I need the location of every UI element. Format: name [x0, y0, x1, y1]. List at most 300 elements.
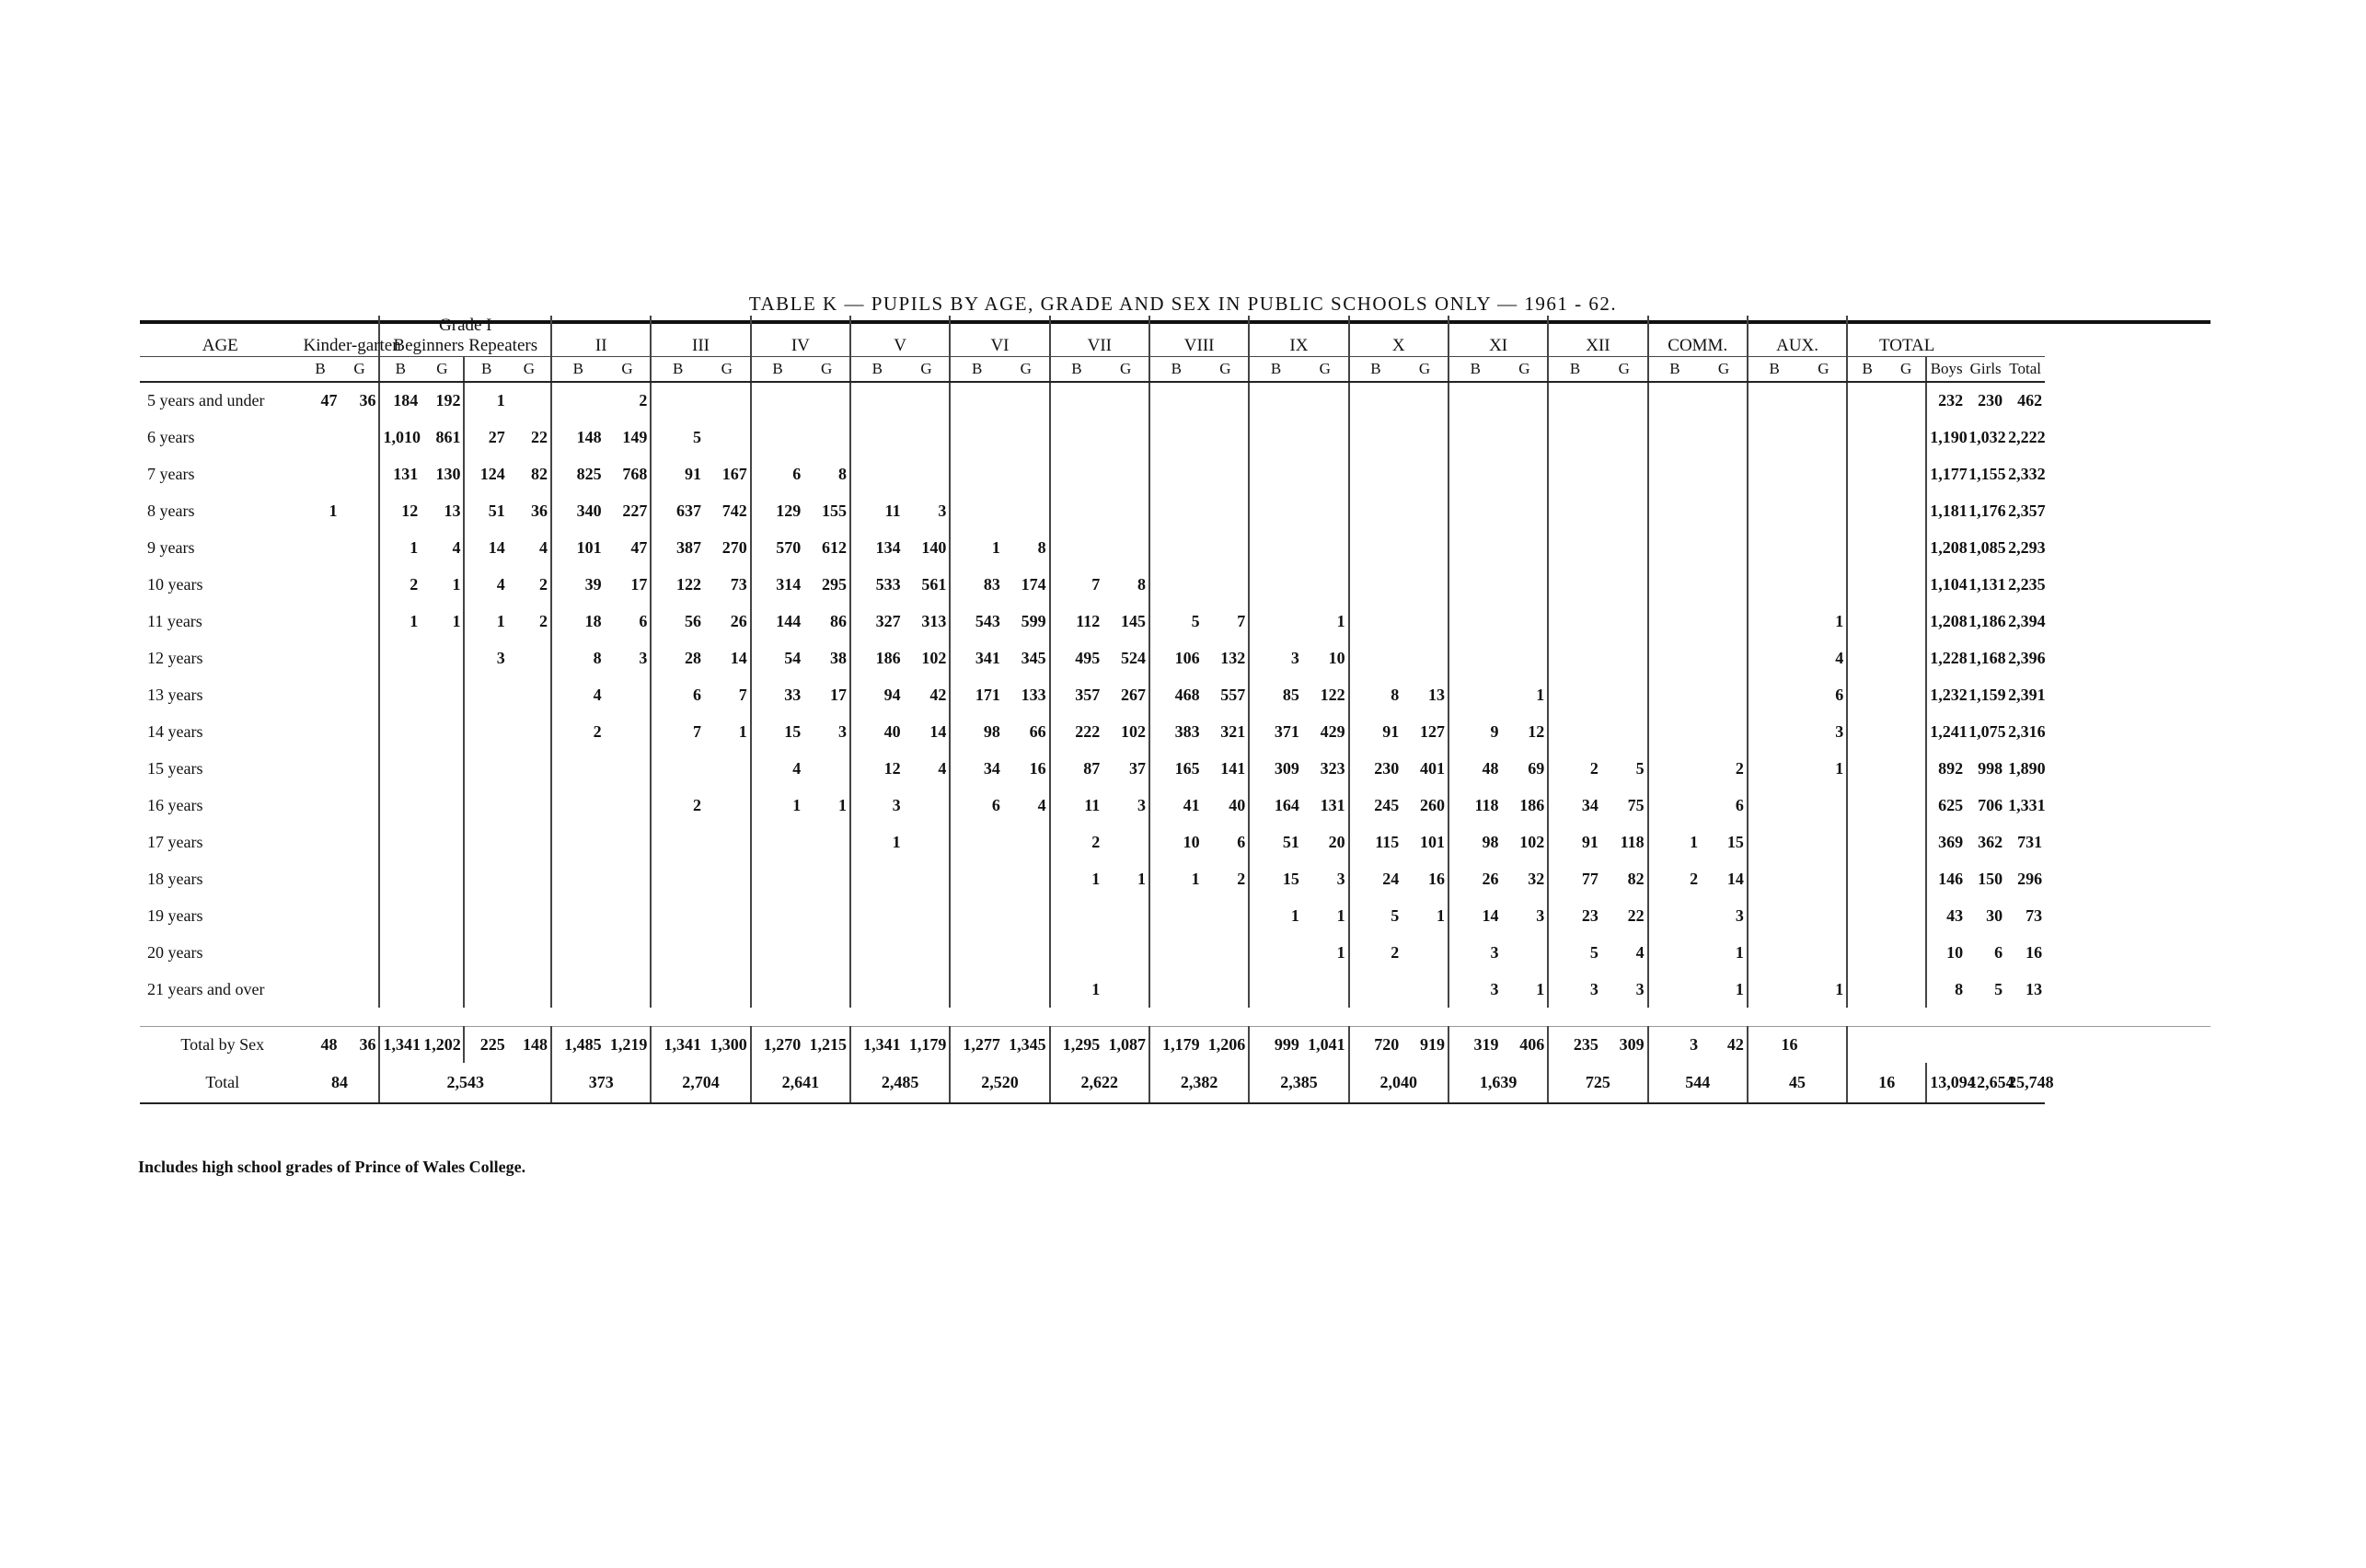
- table-cell: 77: [1581, 869, 1598, 888]
- table-cell: 1: [1302, 934, 1349, 971]
- table-cell: 3: [1302, 860, 1349, 897]
- table-cell: 33: [784, 685, 802, 704]
- table-cell: [1847, 455, 1887, 492]
- table-cell: 12: [401, 501, 419, 520]
- table-cell: [1448, 419, 1502, 455]
- table-cell: 101: [576, 537, 602, 557]
- total-by-sex-cell: 1,345: [1003, 1026, 1050, 1063]
- table-cell: 1: [410, 611, 419, 630]
- table-cell: 5: [1589, 942, 1598, 962]
- table-cell: 13: [2026, 979, 2043, 998]
- total-by-sex-cell: 1,215: [803, 1026, 850, 1063]
- age-label: 11 years: [147, 611, 202, 630]
- table-cell: [1887, 566, 1926, 603]
- table-cell: [301, 824, 340, 860]
- grade-header: X: [1349, 316, 1448, 357]
- table-cell: [1648, 787, 1702, 824]
- total-cell: 725: [1548, 1063, 1647, 1103]
- table-cell: [1502, 566, 1549, 603]
- table-cell: [1748, 787, 1801, 824]
- table-cell: [1003, 860, 1050, 897]
- table-cell: 115: [1375, 832, 1400, 851]
- table-cell: 543: [975, 611, 1000, 630]
- table-cell: [1648, 676, 1702, 713]
- table-cell: [950, 971, 1003, 1008]
- table-cell: [1601, 455, 1648, 492]
- table-cell: 1,159: [1968, 685, 2006, 704]
- table-cell: [301, 897, 340, 934]
- table-cell: [1701, 492, 1748, 529]
- table-cell: 86: [803, 603, 850, 640]
- table-cell: [1847, 419, 1887, 455]
- table-cell: [1748, 713, 1801, 750]
- table-cell: [1349, 566, 1402, 603]
- table-cell: 134: [875, 537, 901, 557]
- table-cell: 186: [1502, 787, 1549, 824]
- table-cell: 313: [904, 603, 951, 640]
- table-cell: 1: [329, 501, 338, 520]
- total-by-sex-cell: 1,341: [664, 1034, 701, 1054]
- table-cell: [379, 971, 421, 1008]
- table-cell: [301, 566, 340, 603]
- g-header: G: [1601, 357, 1648, 383]
- table-cell: [1648, 897, 1702, 934]
- table-cell: [301, 455, 340, 492]
- table-cell: [803, 934, 850, 971]
- table-cell: 85: [1282, 685, 1299, 704]
- table-cell: 998: [1978, 758, 2003, 778]
- table-cell: 8: [593, 648, 602, 667]
- table-cell: 165: [1174, 758, 1200, 778]
- table-row: [140, 529, 2210, 566]
- total-by-sex-cell: 16: [1781, 1034, 1798, 1054]
- g-header: G: [1701, 357, 1748, 383]
- total-cell: 2,385: [1249, 1063, 1348, 1103]
- table-cell: 341: [975, 648, 1000, 667]
- table-cell: [340, 713, 380, 750]
- table-cell: [704, 750, 751, 787]
- table-cell: [1887, 529, 1926, 566]
- table-cell: 2,396: [2008, 648, 2046, 667]
- grade-header: VII: [1050, 316, 1149, 357]
- table-cell: 706: [1978, 795, 2003, 814]
- table-cell: 1: [1502, 676, 1549, 713]
- table-cell: 122: [675, 574, 701, 594]
- table-cell: [1149, 419, 1203, 455]
- table-row: [140, 897, 2210, 934]
- table-cell: [1203, 566, 1250, 603]
- age-label: 9 years: [147, 537, 195, 557]
- table-cell: [1249, 382, 1302, 419]
- table-cell: [421, 971, 464, 1008]
- total-by-sex-cell: 1,485: [564, 1034, 602, 1054]
- b-header: B: [1748, 357, 1801, 383]
- table-cell: [1448, 529, 1502, 566]
- g-header: G: [1003, 357, 1050, 383]
- b-header: B: [651, 357, 704, 383]
- table-cell: [904, 382, 951, 419]
- table-cell: 1,186: [1968, 611, 2006, 630]
- table-cell: [1800, 566, 1847, 603]
- table-cell: [1648, 419, 1702, 455]
- table-cell: [1887, 750, 1926, 787]
- table-cell: 230: [1978, 391, 2003, 409]
- table-cell: 48: [1482, 758, 1499, 778]
- total-label: Total: [140, 1063, 301, 1103]
- table-cell: [1748, 676, 1801, 713]
- table-cell: [1648, 640, 1702, 676]
- table-cell: 26: [1482, 869, 1499, 888]
- table-cell: [340, 824, 380, 860]
- table-cell: 4: [904, 750, 951, 787]
- table-cell: [904, 860, 951, 897]
- table-cell: [1601, 713, 1648, 750]
- table-cell: [1249, 566, 1302, 603]
- table-cell: [651, 934, 704, 971]
- table-cell: [850, 419, 904, 455]
- table-cell: [301, 640, 340, 676]
- table-cell: [379, 713, 421, 750]
- table-cell: 82: [508, 455, 551, 492]
- table-cell: 731: [2017, 832, 2043, 851]
- table-cell: 4: [1601, 934, 1648, 971]
- table-cell: [1701, 713, 1748, 750]
- table-cell: [1748, 640, 1801, 676]
- table-cell: [421, 640, 464, 676]
- table-cell: 323: [1302, 750, 1349, 787]
- table-cell: 1: [1290, 905, 1299, 925]
- table-cell: [1847, 787, 1887, 824]
- table-cell: 98: [1482, 832, 1499, 851]
- table-cell: 39: [584, 574, 602, 594]
- table-cell: [1648, 492, 1702, 529]
- table-cell: 1,241: [1930, 721, 1968, 741]
- table-cell: [803, 750, 850, 787]
- total-by-sex-label: Total by Sex: [180, 1034, 265, 1054]
- table-row: [140, 860, 2210, 897]
- total-cell: 2,382: [1149, 1063, 1249, 1103]
- table-cell: [1748, 860, 1801, 897]
- table-cell: [1402, 455, 1448, 492]
- b-header: B: [1548, 357, 1601, 383]
- table-cell: 131: [393, 464, 419, 483]
- age-label: 5 years and under: [147, 391, 265, 409]
- total-cell: 13,094: [1926, 1063, 1966, 1103]
- table-cell: [1648, 713, 1702, 750]
- table-cell: [508, 860, 551, 897]
- table-cell: 16: [1402, 860, 1448, 897]
- table-cell: 1: [892, 832, 901, 851]
- table-cell: [605, 676, 652, 713]
- table-cell: [1800, 897, 1847, 934]
- table-cell: [1800, 529, 1847, 566]
- total-by-sex-cell: 1,202: [421, 1026, 464, 1063]
- age-label: 12 years: [147, 648, 203, 667]
- table-cell: 533: [875, 574, 901, 594]
- table-cell: 2: [593, 721, 602, 741]
- table-cell: 1: [1800, 971, 1847, 1008]
- table-cell: 91: [1382, 721, 1400, 741]
- table-cell: 1,208: [1930, 611, 1968, 630]
- table-cell: [1601, 419, 1648, 455]
- group-header-row: [140, 316, 2210, 357]
- table-cell: [1502, 934, 1549, 971]
- table-cell: [704, 787, 751, 824]
- table-cell: 4: [421, 529, 464, 566]
- table-cell: 130: [421, 455, 464, 492]
- table-cell: [1847, 934, 1887, 971]
- table-cell: [421, 934, 464, 971]
- table-cell: [340, 529, 380, 566]
- total-cell: 12,654: [1966, 1063, 2005, 1103]
- table-cell: [850, 382, 904, 419]
- b-header: B: [1448, 357, 1502, 383]
- table-cell: [464, 787, 507, 824]
- table-cell: [950, 860, 1003, 897]
- table-cell: [1102, 492, 1149, 529]
- table-cell: 112: [1076, 611, 1101, 630]
- age-label: 17 years: [147, 832, 203, 851]
- table-cell: [1349, 419, 1402, 455]
- table-cell: 7: [692, 721, 701, 741]
- table-cell: 3: [1490, 942, 1499, 962]
- table-cell: [1648, 971, 1702, 1008]
- table-cell: 2: [1391, 942, 1400, 962]
- table-cell: [803, 860, 850, 897]
- table-cell: 1: [496, 611, 505, 630]
- table-cell: [1748, 603, 1801, 640]
- table-cell: [1748, 897, 1801, 934]
- table-cell: 267: [1102, 676, 1149, 713]
- table-cell: [1748, 934, 1801, 971]
- table-cell: [464, 713, 507, 750]
- b-header: B: [301, 357, 340, 383]
- table-cell: 1: [1091, 869, 1101, 888]
- table-cell: [1102, 971, 1149, 1008]
- table-cell: [1748, 382, 1801, 419]
- sex-header-row: [140, 357, 2210, 383]
- table-cell: [1847, 860, 1887, 897]
- table-cell: 3: [1290, 648, 1299, 667]
- table-cell: [751, 382, 804, 419]
- table-cell: [1502, 603, 1549, 640]
- age-label: 8 years: [147, 501, 195, 520]
- grade-header: VI: [950, 316, 1049, 357]
- table-cell: 892: [1938, 758, 1964, 778]
- table-cell: [1149, 382, 1203, 419]
- table-row: [140, 603, 2210, 640]
- grade1-header: [379, 316, 551, 357]
- total-cell: 84: [301, 1063, 380, 1103]
- b-header: B: [1249, 357, 1302, 383]
- table-cell: 1,032: [1968, 427, 2006, 446]
- table-cell: 8: [1955, 979, 1964, 998]
- table-cell: [1701, 566, 1748, 603]
- table-cell: [904, 787, 951, 824]
- table-cell: [1502, 492, 1549, 529]
- table-cell: [803, 971, 850, 1008]
- table-cell: [651, 897, 704, 934]
- age-label: 7 years: [147, 464, 195, 483]
- table-cell: [508, 787, 551, 824]
- table-cell: [379, 897, 421, 934]
- table-cell: [1102, 455, 1149, 492]
- table-cell: 1,331: [2008, 795, 2046, 814]
- table-cell: [1847, 382, 1887, 419]
- table-cell: [340, 640, 380, 676]
- table-cell: [1701, 640, 1748, 676]
- total-by-sex-cell: 225: [479, 1034, 505, 1054]
- table-cell: [1349, 971, 1402, 1008]
- table-cell: 2,222: [2008, 427, 2046, 446]
- table-cell: [551, 787, 605, 824]
- total-cell: 2,040: [1349, 1063, 1448, 1103]
- table-cell: [301, 750, 340, 787]
- age-label: 14 years: [147, 721, 203, 741]
- table-cell: 387: [675, 537, 701, 557]
- table-cell: 8: [803, 455, 850, 492]
- table-cell: 16: [2026, 942, 2043, 962]
- table-cell: 1,228: [1930, 648, 1968, 667]
- table-cell: [301, 860, 340, 897]
- table-cell: 1,131: [1968, 574, 2006, 594]
- total-cell: 25,748: [2005, 1063, 2045, 1103]
- table-cell: [1502, 640, 1549, 676]
- table-cell: [904, 455, 951, 492]
- table-cell: 4: [508, 529, 551, 566]
- table-row: [140, 455, 2210, 492]
- grade-header: XII: [1548, 316, 1647, 357]
- table-cell: 14: [904, 713, 951, 750]
- table-cell: 557: [1203, 676, 1250, 713]
- table-cell: [1601, 492, 1648, 529]
- table-cell: 1: [421, 603, 464, 640]
- table-cell: 3: [1800, 713, 1847, 750]
- table-cell: [751, 934, 804, 971]
- table-cell: [464, 971, 507, 1008]
- table-cell: 132: [1203, 640, 1250, 676]
- table-cell: 127: [1402, 713, 1448, 750]
- table-cell: [1102, 382, 1149, 419]
- table-cell: 40: [883, 721, 901, 741]
- table-cell: [1149, 566, 1203, 603]
- b-header: B: [379, 357, 421, 383]
- grade-header: V: [850, 316, 950, 357]
- table-cell: 495: [1075, 648, 1101, 667]
- total-cell: 2,704: [651, 1063, 750, 1103]
- table-cell: 122: [1302, 676, 1349, 713]
- table-cell: [605, 787, 652, 824]
- table-cell: [704, 824, 751, 860]
- total-by-sex-cell: 919: [1402, 1026, 1448, 1063]
- table-cell: 625: [1938, 795, 1964, 814]
- table-cell: 6: [605, 603, 652, 640]
- g-header: G: [1800, 357, 1847, 383]
- table-cell: [1887, 713, 1926, 750]
- table-cell: 54: [784, 648, 802, 667]
- g-header: G: [605, 357, 652, 383]
- table-row: [140, 640, 2210, 676]
- table-cell: [605, 897, 652, 934]
- table-cell: [950, 492, 1003, 529]
- g-header: G: [508, 357, 551, 383]
- table-cell: [1701, 603, 1748, 640]
- table-cell: 14: [1482, 905, 1499, 925]
- table-cell: 1: [496, 391, 505, 409]
- total-by-sex-cell: 1,341: [383, 1034, 421, 1054]
- table-cell: 133: [1003, 676, 1050, 713]
- g-header: G: [1887, 357, 1926, 383]
- table-cell: [1402, 492, 1448, 529]
- total-by-sex-cell: 1,341: [863, 1034, 901, 1054]
- table-cell: 1: [1502, 971, 1549, 1008]
- table-cell: [1050, 382, 1103, 419]
- table-cell: [301, 419, 340, 455]
- table-cell: 3: [904, 492, 951, 529]
- table-cell: [1003, 934, 1050, 971]
- table-cell: 15: [784, 721, 802, 741]
- boys-header: Boys: [1926, 357, 1966, 383]
- age-label: 6 years: [147, 427, 195, 446]
- table-cell: [1102, 897, 1149, 934]
- table-cell: [421, 750, 464, 787]
- table-cell: [1701, 419, 1748, 455]
- age-label: 19 years: [147, 905, 203, 925]
- table-cell: 13: [1402, 676, 1448, 713]
- table-cell: [1302, 529, 1349, 566]
- table-cell: 768: [605, 455, 652, 492]
- table-cell: [1149, 934, 1203, 971]
- table-cell: [508, 640, 551, 676]
- table-cell: [1887, 382, 1926, 419]
- age-label: 15 years: [147, 758, 203, 778]
- table-cell: [379, 676, 421, 713]
- table-cell: [1402, 640, 1448, 676]
- table-cell: 47: [320, 391, 338, 409]
- girls-header: Girls: [1966, 357, 2005, 383]
- total-by-sex-cell: 1,270: [763, 1034, 802, 1054]
- table-cell: [1648, 455, 1702, 492]
- table-cell: [1203, 382, 1250, 419]
- table-cell: [340, 787, 380, 824]
- age-label: 18 years: [147, 869, 203, 888]
- table-cell: [1748, 529, 1801, 566]
- table-cell: 18: [584, 611, 602, 630]
- table-cell: [1800, 382, 1847, 419]
- table-cell: 24: [1382, 869, 1400, 888]
- table-cell: [464, 897, 507, 934]
- table-cell: 1,208: [1930, 537, 1968, 557]
- table-cell: 150: [1978, 869, 2003, 888]
- table-cell: 270: [704, 529, 751, 566]
- table-cell: 167: [704, 455, 751, 492]
- table-cell: [1402, 603, 1448, 640]
- table-cell: [1050, 419, 1103, 455]
- total-by-sex-cell: 1,087: [1102, 1026, 1149, 1063]
- table-cell: 1,155: [1968, 464, 2006, 483]
- table-cell: [1502, 529, 1549, 566]
- table-cell: 8: [1102, 566, 1149, 603]
- table-cell: [301, 934, 340, 971]
- table-cell: 36: [340, 382, 380, 419]
- table-cell: [1548, 603, 1601, 640]
- table-cell: [1800, 419, 1847, 455]
- table-cell: 131: [1302, 787, 1349, 824]
- table-cell: 2: [605, 382, 652, 419]
- table-cell: 37: [1102, 750, 1149, 787]
- table-cell: 230: [1374, 758, 1400, 778]
- table-cell: [651, 860, 704, 897]
